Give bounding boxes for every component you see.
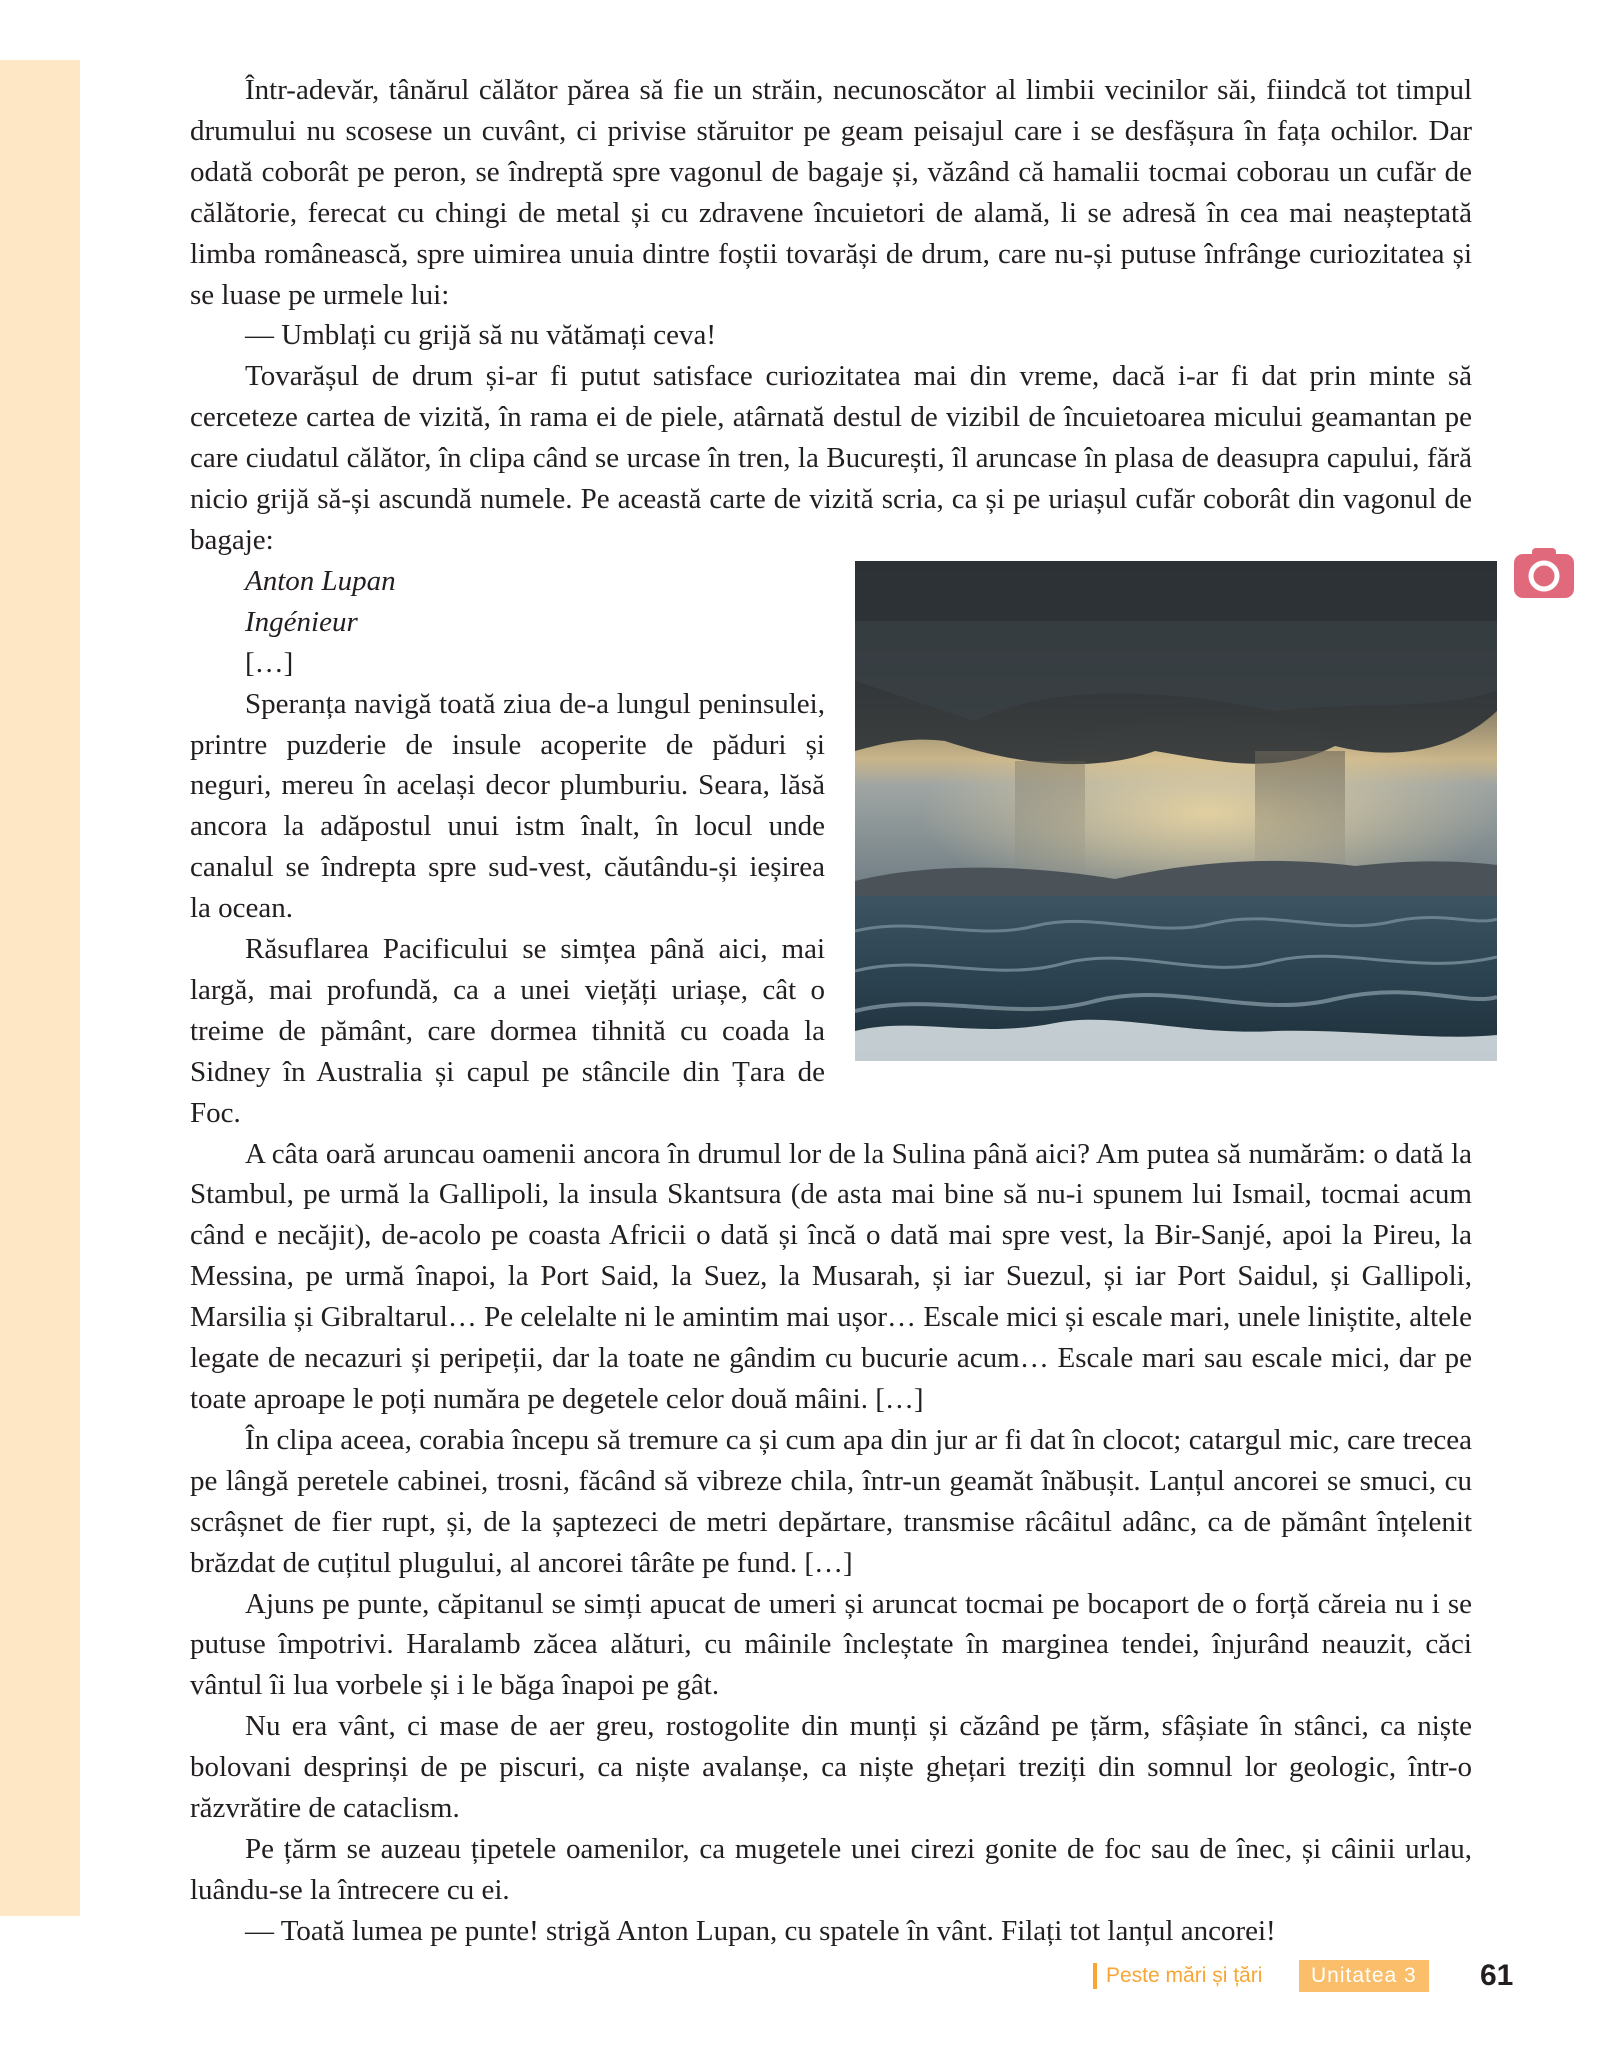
paragraph: A câta oară aruncau oamenii ancora în drumul lor de la Sulina până aici? Am putea să numărăm: o dată la Stambul, pe urmă la Gallipoli, la insula Skantsura (de asta mai bine să nu-i spunem lui Ismail, tocmai acum când e necăjit), de-acolo pe coasta Africii o dată și încă o dată mai spre vest, la Bir-Sanjé, apoi la Pireu, la Messina, pe urmă înapoi, la Port Said, la Suez, la Musarah, și iar Suezul, și iar Port Saidul, și Gallipoli, Marsilia și Gibraltarul… Pe celelalte ni le amintim mai ușor… Escale mici și escale mari, unele liniștite, altele legate de necazuri și peripeții, dar la toate ne gândim cu bucurie acum… Escale mari sau escale mici, dar pe toate aproape le poți număra pe degetele celor două mâini. […] bbox=[190, 1137, 1472, 1415]
paragraph: Nu era vânt, ci mase de aer greu, rostogolite din munți și căzând pe țărm, sfâșiate în stânci, ca niște bolovani desprinși de pe piscuri, ca niște avalanșe, ca niște ghețari treziți din somnul lor geologic, într-o răzvrătire de cataclism. bbox=[190, 1710, 1472, 1825]
story-text bbox=[190, 70, 1472, 1952]
footer-chapter-title: Peste mări și țări bbox=[1106, 1964, 1263, 1987]
page-number: 61 bbox=[1480, 1959, 1514, 1992]
dialogue-line: — Umblați cu grijă să nu vătămați ceva! bbox=[245, 319, 717, 352]
paragraph: În clipa aceea, corabia începu să tremure ca și cum apa din jur ar fi dat în clocot; catargul mic, care trecea pe lângă peretele cabinei, trosni, făcând să vibreze chila, într-un geamăt înăbușit. Lanțul ancorei se smuci, cu scrâșnet de fier rupt, și, de la șaptezeci de metri depărtare, transmise râcâitul adânc, ca de pământ înțelenit brăzdat de cuțitul plugului, al ancorei târâte pe fund. […] bbox=[190, 1423, 1472, 1579]
signature-title: Ingénieur bbox=[245, 605, 358, 638]
signature-name: Anton Lupan bbox=[245, 564, 396, 597]
footer-divider bbox=[1093, 1963, 1097, 1989]
paragraph: Tovarășul de drum și-ar fi putut satisface curiozitatea mai din vreme, dacă i-ar fi dat prin minte să cerceteze cartea de vizită, în rama ei de piele, atârnată destul de vizibil de încuietoarea micului geamantan pe care ciudatul călător, în clipa când se urcase în tren, la București, îl aruncase în plasa de deasupra capului, fără nicio grijă să-și ascundă numele. Pe această carte de vizită scria, ca și pe uriașul cufăr coborât din vagonul de bagaje: bbox=[190, 360, 1472, 556]
page-margin-band bbox=[0, 60, 80, 1916]
paragraph: Răsuflarea Pacificului se simțea până aici, mai largă, mai profundă, ca a unei viețăți uriașe, cât o treime de pământ, care dormea tihnită cu coada la Sidney în Australia și capul pe stâncile din Țara de Foc. bbox=[190, 933, 825, 1129]
paragraph: Speranța navigă toată ziua de-a lungul peninsulei, printre puzderie de insule acoperite de păduri și neguri, mereu în același decor plumburiu. Seara, lăsă ancora la adăpostul unui istm înalt, în locul unde canalul se îndrepta spre sud-vest, căutându-și ieșirea la ocean. bbox=[190, 687, 825, 925]
dialogue-line: — Toată lumea pe punte! strigă Anton Lupan, cu spatele în vânt. Filați tot lanțul ancorei! bbox=[245, 1914, 1276, 1947]
ellipsis-marker: […] bbox=[245, 646, 294, 679]
camera-icon[interactable] bbox=[1514, 548, 1574, 598]
paragraph: Pe țărm se auzeau țipetele oamenilor, ca mugetele unei cirezi gonite de foc sau de înec, și câinii urlau, luându-se la întrecere cu ei. bbox=[190, 1832, 1472, 1906]
footer-unit-badge: Unitatea 3 bbox=[1299, 1960, 1429, 1992]
stormy-sea-photo bbox=[855, 561, 1497, 1061]
paragraph: Într-adevăr, tânărul călător părea să fie un străin, necunoscător al limbii vecinilor săi, fiindcă tot timpul drumului nu scosese un cuvânt, ci privise stăruitor pe geam peisajul care i se desfășura în fața ochilor. Dar odată coborât pe peron, se îndreptă spre vagonul de bagaje și, văzând că hamalii tocmai coborau un cufăr de călătorie, ferecat cu chingi de metal și cu zdravene încuietori de alamă, li se adresă în cea mai neașteptată limba românească, spre uimirea unuia dintre foștii tovarăși de drum, care nu-și putuse înfrânge curiozitatea și se luase pe urmele lui: bbox=[190, 74, 1472, 311]
paragraph: Ajuns pe punte, căpitanul se simți apucat de umeri și aruncat tocmai pe bocaport de o forță căreia nu i se putuse împotrivi. Haralamb zăcea alături, cu mâinile încleștate în marginea tendei, înjurând neauzit, căci vântul îi lua vorbele și i le băga înapoi pe gât. bbox=[190, 1587, 1472, 1702]
